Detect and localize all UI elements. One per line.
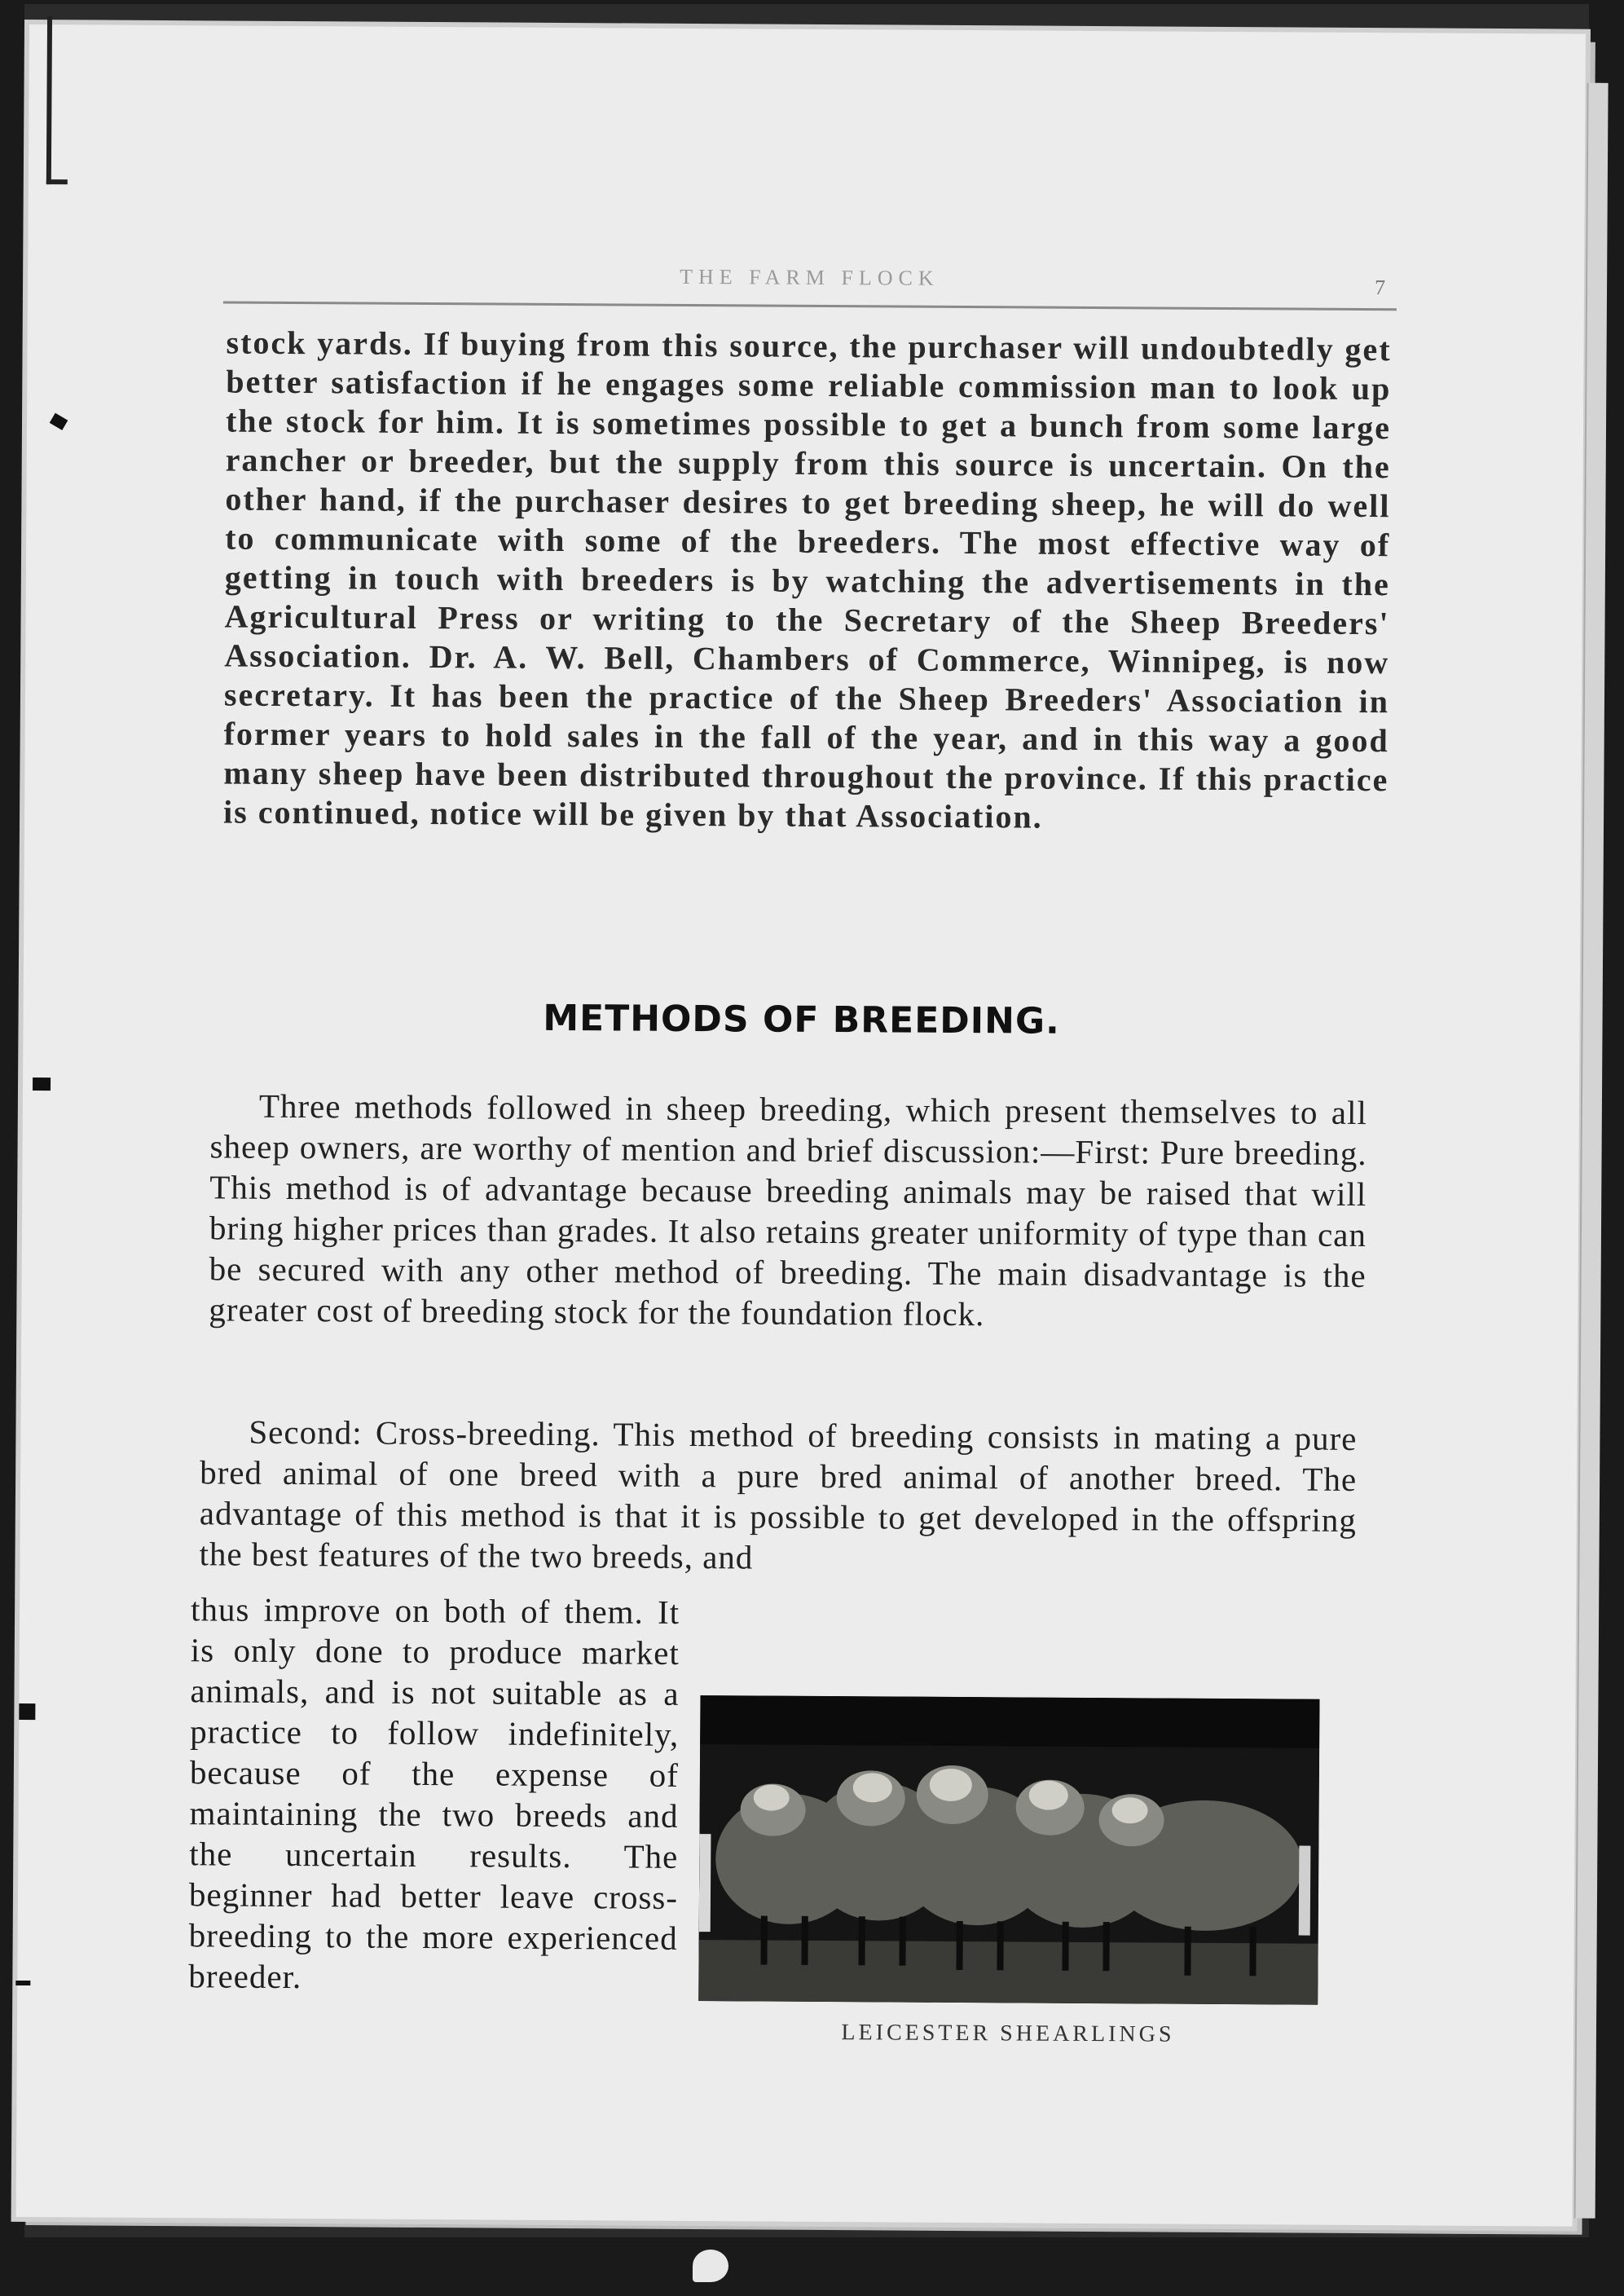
paragraph-text: Second: Cross-breeding. This method of breeding consists in mating a pure bred animal of one breed with a pure bred animal of another breed. The advantage of this method is that it is possible to get developed in the offspring the best features of the two breeds, and [199, 1412, 1358, 1576]
section-heading: METHODS OF BREEDING. [543, 997, 1060, 1042]
paragraph-cross-breeding-continued [188, 1589, 680, 1999]
paragraph-three-methods [209, 1085, 1367, 1337]
sheep-photo [698, 1695, 1319, 2005]
margin-mark [19, 1703, 35, 1720]
book-page [16, 24, 1586, 2227]
margin-mark [15, 1981, 30, 1985]
paragraph-text: stock yards. If buying from this source, the purchaser will undoubtedly get better satisfaction if he engages some reliable commission man to look up the stock for him. It is sometimes possible to get a bunch from some large rancher or breeder, but the supply from this source is uncertain. On the other hand, if the purchaser desires to get breeding sheep, he will do well to communicate with some of the breeders. The most effective way of getting in touch with breeders is by watching the advertisements in the Agricultural Press or writing to the Secretary of the Sheep Breeders' Association. Dr. A. W. Bell, Chambers of Commerce, Winnipeg, is now secretary. It has been the practice of the Sheep Breeders' Association in former years to hold sales in the fall of the year, and in this way a good many sheep have been distributed throughout the province. If this practice is continued, notice will be given by that Association. [222, 324, 1392, 835]
running-title: THE FARM FLOCK [680, 264, 940, 290]
running-head [223, 244, 1397, 311]
paragraph-stock-yards [223, 323, 1392, 839]
paragraph-text: thus improve on both of them. It is only done to produce market animals, and is not suitable as a practice to follow indefinitely, because of the expense of maintaining the two breeds and the uncertain results. The beginner had better leave cross-breeding to the more experienced breeder. [188, 1590, 680, 1996]
paragraph-text: Three methods followed in sheep breeding, which present themselves to all sheep owners, are worthy of mention and brief discussion:—First: Pure breeding. This method is of advantage because breeding animals may be raised that will bring higher prices than grades. It also retains greater uniformity of type than can be secured with any other method of breeding. The main disadvantage is the greater cost of breeding stock for the foundation flock. [209, 1086, 1368, 1333]
photo-caption: LEICESTER SHEARLINGS [841, 2020, 1175, 2047]
paragraph-cross-breeding [199, 1411, 1357, 1581]
page-number: 7 [1374, 275, 1386, 300]
bottom-mark [693, 2250, 728, 2282]
binding-bracket [46, 16, 68, 184]
margin-mark [50, 413, 68, 430]
sheep-photo-image [698, 1695, 1319, 2005]
margin-mark [33, 1077, 51, 1091]
